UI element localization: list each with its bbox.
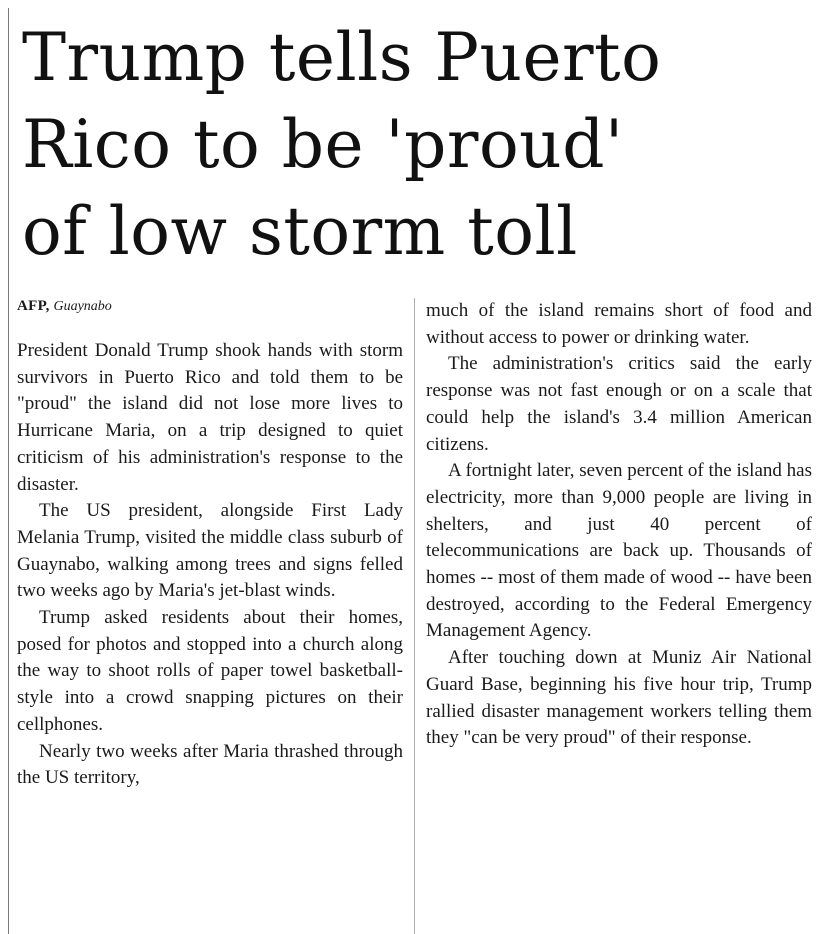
paragraph: The administration's critics said the early response was not fast enough or on a scale that could help the island's 3.4 million American citizens. <box>426 353 812 455</box>
headline <box>22 14 812 275</box>
paragraph: After touching down at Muniz Air National Guard Base, beginning his five hour trip, Trump rallied disaster management workers telling them they "can be very proud" of their response. <box>426 647 812 749</box>
article-column-right <box>426 298 812 752</box>
headline-line-2: Rico to be 'proud' <box>22 106 624 183</box>
column-divider <box>414 298 415 934</box>
column-rule <box>8 8 9 934</box>
paragraph: The US president, alongside First Lady Melania Trump, visited the middle class suburb of Guaynabo, walking among trees and signs felled two weeks ago by Maria's jet-blast winds. <box>17 500 403 602</box>
article-column-left <box>17 296 403 792</box>
headline-line-3: of low storm toll <box>22 193 578 270</box>
paragraph: President Donald Trump shook hands with storm survivors in Puerto Rico and told them to be "proud" the island did not lose more lives to Hurricane Maria, on a trip designed to quiet criticism of his administration's response to the disaster. <box>17 340 403 495</box>
byline-place: Guaynabo <box>53 299 112 314</box>
paragraph: Trump asked residents about their homes, posed for photos and stopped into a church along the way to shoot rolls of paper towel basketball-style into a crowd snapping pictures on their cellphones. <box>17 607 403 735</box>
paragraph: much of the island remains short of food and without access to power or drinking water. <box>426 300 812 348</box>
headline-line-1: Trump tells Puerto <box>22 19 662 96</box>
byline-agency: AFP, <box>17 298 50 314</box>
paragraph: Nearly two weeks after Maria thrashed through the US territory, <box>17 740 403 789</box>
byline <box>17 296 403 316</box>
paragraph: A fortnight later, seven percent of the island has electricity, more than 9,000 people are living in shelters, and just 40 percent of telecommunications are back up. Thousands of homes -- most of them made of wood -- have been destroyed, according to the Federal Emergency Management Agency. <box>426 460 812 642</box>
